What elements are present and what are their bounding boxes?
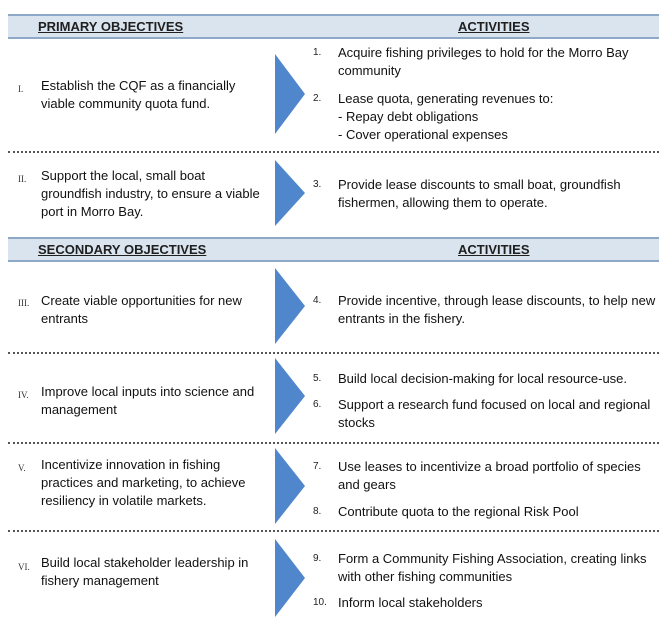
objective-text: Incentivize innovation in fishing practices and marketing, to achieve resiliency in volatile markets. xyxy=(41,457,246,508)
activities-label: ACTIVITIES xyxy=(458,242,530,257)
arrow-icon xyxy=(275,539,305,617)
arrow-icon xyxy=(275,448,305,524)
activity-text: Contribute quota to the regional Risk Pool xyxy=(338,504,579,519)
activity-number: 8. xyxy=(313,506,322,517)
activity-number: 10. xyxy=(313,597,327,608)
activity-text: Use leases to incentivize a broad portfolio of species and gears xyxy=(338,459,641,492)
row-number: VI. xyxy=(18,562,30,572)
row-number: V. xyxy=(18,463,26,473)
activity-number: 7. xyxy=(313,461,322,472)
activity-text: Provide incentive, through lease discounts, to help new entrants in the fishery. xyxy=(338,293,656,326)
arrow-icon xyxy=(275,358,305,434)
arrow-icon xyxy=(275,268,305,344)
row-divider xyxy=(8,530,659,532)
row-number: I. xyxy=(18,84,24,94)
activity-number: 5. xyxy=(313,373,322,384)
objective-text: Create viable opportunities for new entrants xyxy=(41,293,242,326)
activity-text: Acquire fishing privileges to hold for the Morro Bay community xyxy=(338,45,629,78)
objective-text: Support the local, small boat groundfish industry, to ensure a viable port in Morro Bay. xyxy=(41,168,260,219)
secondary-objectives-label: SECONDARY OBJECTIVES xyxy=(38,242,207,257)
primary-objectives-label: PRIMARY OBJECTIVES xyxy=(38,19,184,34)
activity-text: Support a research fund focused on local and regional stocks xyxy=(338,397,651,430)
row-divider xyxy=(8,352,659,354)
objective-text: Build local stakeholder leadership in fishery management xyxy=(41,555,249,588)
objective-row-3 xyxy=(8,266,659,346)
objective-row-6 xyxy=(8,537,659,621)
activity-number: 9. xyxy=(313,553,322,564)
secondary-objectives-header xyxy=(8,237,659,262)
activity-number: 4. xyxy=(313,295,322,306)
activity-text: Inform local stakeholders xyxy=(338,595,483,610)
row-number: IV. xyxy=(18,390,29,400)
activity-number: 2. xyxy=(313,93,322,104)
objective-row-5 xyxy=(8,448,659,528)
row-divider xyxy=(8,151,659,153)
activity-number: 3. xyxy=(313,179,322,190)
row-number: II. xyxy=(18,174,27,184)
objective-text: Establish the CQF as a financially viable community quota fund. xyxy=(41,78,236,111)
arrow-icon xyxy=(275,160,305,226)
activity-text: Lease quota, generating revenues to: - Repay debt obligations - Cover operational expenses xyxy=(338,91,554,142)
objective-text: Improve local inputs into science and management xyxy=(41,384,255,417)
row-number: III. xyxy=(18,298,30,308)
objective-row-1 xyxy=(8,40,659,148)
objective-row-2 xyxy=(8,158,659,230)
activity-number: 1. xyxy=(313,47,322,58)
primary-objectives-header xyxy=(8,14,659,39)
activity-text: Form a Community Fishing Association, creating links with other fishing communities xyxy=(338,551,647,584)
objective-row-4 xyxy=(8,358,659,438)
activities-label: ACTIVITIES xyxy=(458,19,530,34)
activity-text: Provide lease discounts to small boat, groundfish fishermen, allowing them to operate. xyxy=(338,177,621,210)
activity-number: 6. xyxy=(313,399,322,410)
arrow-icon xyxy=(275,54,305,134)
row-divider xyxy=(8,442,659,444)
activity-text: Build local decision-making for local resource-use. xyxy=(338,371,628,386)
